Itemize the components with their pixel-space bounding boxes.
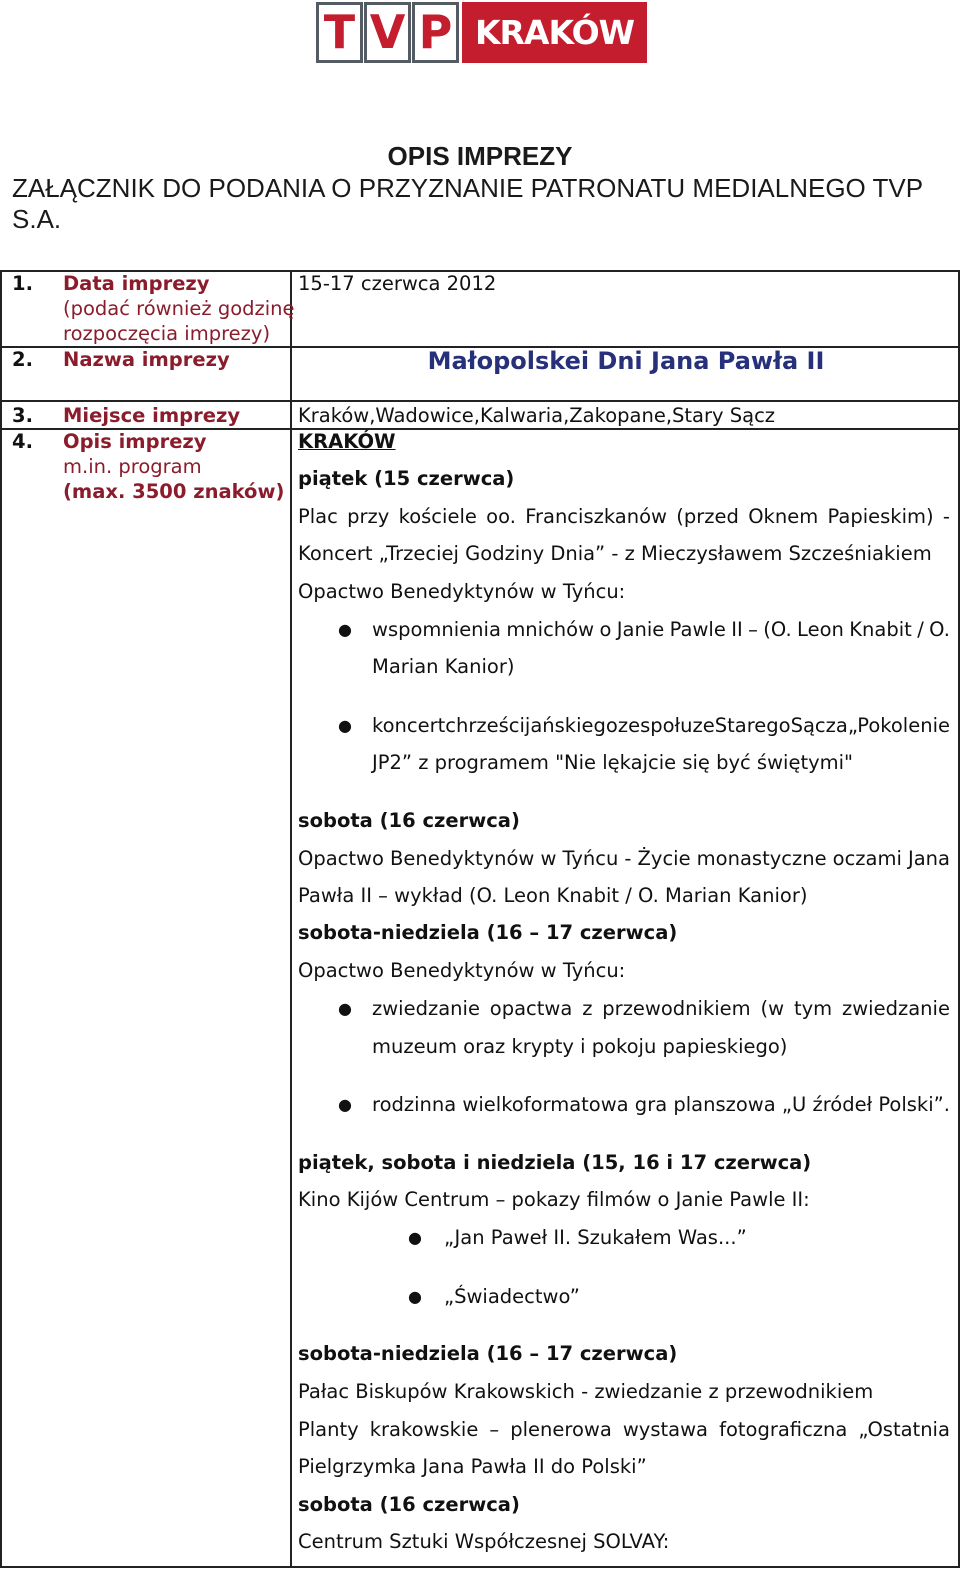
row-label-note: rozpoczęcia imprezy) — [63, 322, 271, 345]
word: „Ostatnia — [858, 1418, 950, 1441]
bullet-icon: ● — [338, 999, 352, 1018]
program-line: Pielgrzymka Jana Pawła II do Polski” — [298, 1455, 647, 1478]
word: O. — [929, 618, 950, 641]
word: wystawa — [622, 1418, 709, 1441]
row-label-note: (podać również godzinę — [63, 297, 295, 320]
bullet-icon: ● — [338, 620, 352, 639]
word: – — [489, 1418, 500, 1441]
row-label-note: m.in. program — [63, 455, 202, 478]
word: przewodnikiem — [602, 997, 751, 1020]
word: opactwa — [489, 997, 573, 1020]
word: tym — [793, 997, 833, 1020]
word: – — [748, 618, 758, 641]
row-label: Opis imprezy — [63, 430, 207, 453]
word: ze — [692, 714, 715, 737]
word: Jana — [907, 847, 950, 870]
bullet-icon: ● — [408, 1287, 422, 1306]
list-item — [372, 618, 950, 641]
word: wspomnienia — [372, 618, 501, 641]
word: krakowskie — [369, 1418, 479, 1441]
word: Leon — [797, 618, 844, 641]
word: (w — [760, 997, 785, 1020]
word: oczami — [832, 847, 902, 870]
program-city: KRAKÓW — [298, 430, 396, 453]
list-item-cont: muzeum oraz krypty i pokoju papieskiego) — [372, 1035, 788, 1058]
table-border — [0, 270, 2, 1568]
word: „Pokolenie — [847, 714, 950, 737]
table-border — [0, 400, 960, 402]
day-heading: sobota (16 czerwca) — [298, 1493, 520, 1516]
document-title: OPIS IMPREZY — [387, 141, 573, 171]
row-label-note: (max. 3500 znaków) — [63, 480, 285, 503]
word: Janie — [616, 618, 665, 641]
film-title: „Jan Paweł II. Szukałem Was...” — [444, 1226, 747, 1249]
word: o — [599, 618, 612, 641]
table-border — [0, 1566, 960, 1568]
word: (O. — [763, 618, 792, 641]
word: Pawle — [669, 618, 726, 641]
program-line — [298, 505, 950, 528]
word: plenerowa — [510, 1418, 612, 1441]
list-item-cont: JP2” z programem "Nie lękajcie się być świętymi" — [372, 751, 854, 774]
word: Sącza — [790, 714, 848, 737]
program-line — [298, 847, 950, 870]
logo-letter-p: P — [412, 2, 459, 63]
word: oo. — [486, 505, 516, 528]
word: monastyczne — [696, 847, 827, 870]
table-border — [290, 270, 292, 1568]
row-label: Nazwa imprezy — [63, 348, 230, 371]
day-heading: piątek, sobota i niedziela (15, 16 i 17 czerwca) — [298, 1151, 812, 1174]
event-date: 15-17 czerwca 2012 — [298, 272, 497, 295]
bullet-icon: ● — [338, 1095, 352, 1114]
word: Papieskim) — [827, 505, 934, 528]
bullet-icon: ● — [338, 716, 352, 735]
word: przy — [347, 505, 390, 528]
word: Życie — [637, 847, 691, 870]
list-item — [372, 714, 950, 737]
program-line: Opactwo Benedyktynów w Tyńcu: — [298, 580, 626, 603]
word: koncert — [372, 714, 446, 737]
row-label: Data imprezy — [63, 272, 210, 295]
word: Knabit — [849, 618, 912, 641]
film-title: „Świadectwo” — [444, 1285, 580, 1308]
program-line: Koncert „Trzeciej Godziny Dnia” - z Mieczysławem Szcześniakiem — [298, 542, 932, 565]
bullet-icon: ● — [408, 1228, 422, 1247]
list-item — [372, 997, 950, 1020]
word: Plac — [298, 505, 338, 528]
word: kościele — [398, 505, 477, 528]
program-line: Centrum Sztuki Współczesnej SOLVAY: — [298, 1530, 670, 1553]
word: - — [624, 847, 632, 870]
word: Franciszkanów — [525, 505, 667, 528]
event-location: Kraków,Wadowice,Kalwaria,Zakopane,Stary Sącz — [298, 404, 776, 427]
row-number: 1. — [12, 272, 33, 295]
program-line: Kino Kijów Centrum – pokazy filmów o Janie Pawle II: — [298, 1188, 810, 1211]
row-number: 3. — [12, 404, 33, 427]
row-number: 2. — [12, 348, 33, 371]
word: mnichów — [506, 618, 595, 641]
word: chrześcijańskiego — [445, 714, 618, 737]
day-heading: sobota-niedziela (16 – 17 czerwca) — [298, 1342, 678, 1365]
program-line: Pałac Biskupów Krakowskich - zwiedzanie z przewodnikiem — [298, 1380, 874, 1403]
word: zwiedzanie — [372, 997, 480, 1020]
logo-letter-v: V — [364, 2, 411, 63]
event-name: Małopolskei Dni Jana Pawła II — [427, 347, 825, 375]
word: / — [917, 618, 924, 641]
day-heading: piątek (15 czerwca) — [298, 467, 515, 490]
row-label: Miejsce imprezy — [63, 404, 241, 427]
program-line: Pawła II – wykład (O. Leon Knabit / O. Marian Kanior) — [298, 884, 808, 907]
day-heading: sobota (16 czerwca) — [298, 809, 520, 832]
list-item: rodzinna wielkoformatowa gra planszowa „U źródeł Polski”. — [372, 1093, 950, 1116]
word: w — [540, 847, 557, 870]
row-number: 4. — [12, 430, 33, 453]
word: Opactwo — [298, 847, 384, 870]
word: Tyńcu — [562, 847, 619, 870]
word: zwiedzanie — [842, 997, 950, 1020]
word: zespołu — [617, 714, 693, 737]
logo-letter-t: T — [316, 2, 363, 63]
word: fotograficzna — [719, 1418, 848, 1441]
document-subtitle: ZAŁĄCZNIK DO PODANIA O PRZYZNANIE PATRONATU MEDIALNEGO TVP S.A. — [12, 173, 923, 234]
program-line: Opactwo Benedyktynów w Tyńcu: — [298, 959, 626, 982]
day-heading: sobota-niedziela (16 – 17 czerwca) — [298, 921, 678, 944]
word: Benedyktynów — [390, 847, 535, 870]
word: - — [942, 505, 950, 528]
program-line — [298, 1418, 950, 1441]
word: (przed — [676, 505, 739, 528]
list-item-cont: Marian Kanior) — [372, 655, 515, 678]
word: Starego — [714, 714, 791, 737]
tvp-krakow-logo — [316, 2, 647, 63]
word: II — [731, 618, 743, 641]
logo-city: KRAKÓW — [462, 2, 647, 63]
word: Planty — [298, 1418, 359, 1441]
word: z — [582, 997, 593, 1020]
word: Oknem — [748, 505, 819, 528]
